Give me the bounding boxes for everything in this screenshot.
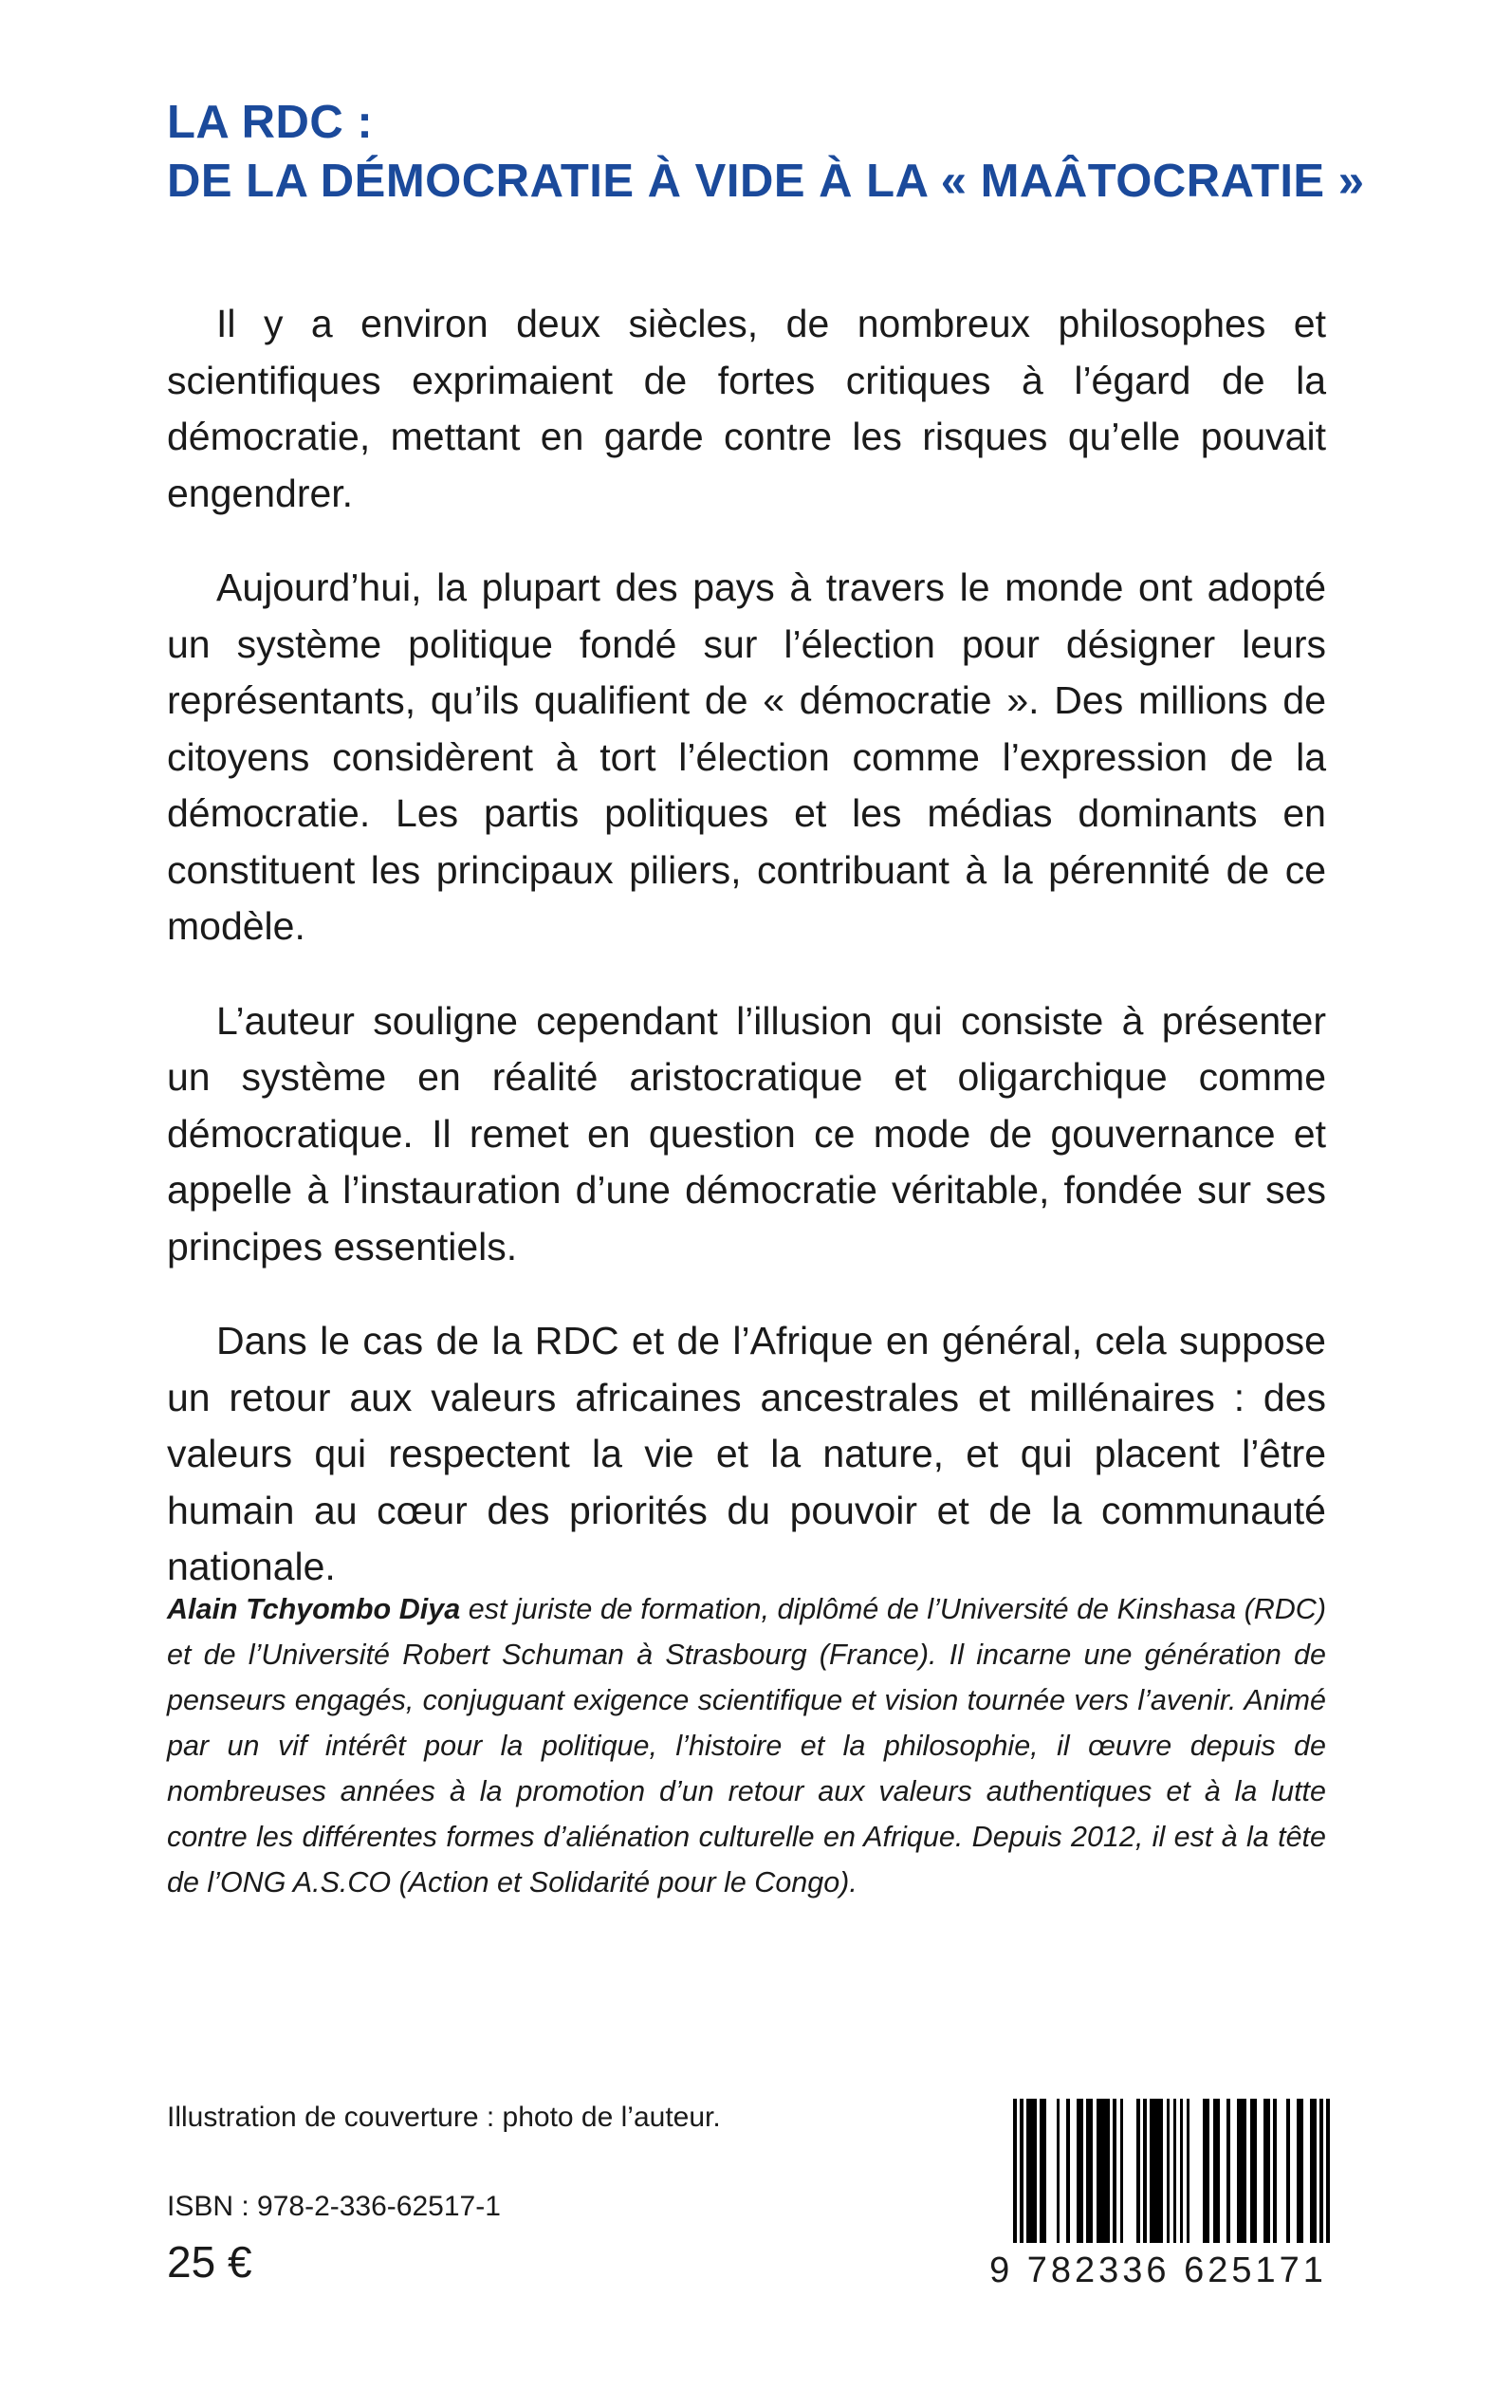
author-name: Alain Tchyombo Diya: [167, 1593, 461, 1625]
blurb-paragraph-4: Dans le cas de la RDC et de l’Afrique en général, cela suppose un retour aux valeurs africaines ancestrales et millénaires : des valeurs qui respectent la vie et la nature, et qui placent l’être humain au cœur des priorités du pouvoir et de la communauté nationale.: [167, 1319, 1326, 1588]
blurb-paragraph-2: Aujourd’hui, la plupart des pays à travers le monde ont adopté un système politique fondé sur l’élection pour désigner leurs représentants, qu’ils qualifient de « démocratie ». Des millions de citoyens considèrent à tort l’élection comme l’expression de la démocratie. Les partis politiques et les médias dominants en constituent les principaux piliers, contribuant à la pérennité de ce modèle.: [167, 565, 1326, 948]
book-title: [167, 93, 1365, 211]
cover-credit: Illustration de couverture : photo de l’auteur.: [167, 2102, 721, 2133]
author-bio-text: est juriste de formation, diplômé de l’Université de Kinshasa (RDC) et de l’Université Robert Schuman à Strasbourg (France). Il incarne une génération de penseurs engagés, conjuguant exigence scientifique et vision tournée vers l’avenir. Animé par un vif intérêt pour la politique, l’histoire et la philosophie, il œuvre depuis de nombreuses années à la promotion d’un retour aux valeurs authentiques et à la lutte contre les différentes formes d’aliénation culturelle en Afrique. Depuis 2012, il est à la tête de l’ONG A.S.CO (Action et Solidarité pour le Congo).: [167, 1593, 1326, 1899]
author-bio: [167, 1586, 1326, 1905]
isbn: ISBN : 978-2-336-62517-1: [167, 2191, 501, 2222]
blurb-paragraph-1: Il y a environ deux siècles, de nombreux philosophes et scientifiques exprimaient de fortes critiques à l’égard de la démocratie, mettant en garde contre les risques qu’elle pouvait engendrer.: [167, 302, 1326, 515]
barcode-module: [1326, 2099, 1330, 2243]
blurb: [167, 296, 1326, 1634]
title-line-1: LA RDC :: [167, 97, 374, 148]
price: 25 €: [167, 2237, 252, 2287]
barcode: [1013, 2099, 1330, 2243]
blurb-paragraph-3: L’auteur souligne cependant l’illusion qui consiste à présenter un système en réalité aristocratique et oligarchique comme démocratique. Il remet en question ce mode de gouvernance et appelle à l’instauration d’une démocratie véritable, fondée sur ses principes essentiels.: [167, 998, 1326, 1269]
barcode-digits: 9 782336 625171: [989, 2251, 1327, 2290]
title-line-2: DE LA DÉMOCRATIE À VIDE À LA « MAÂTOCRATIE »: [167, 156, 1365, 207]
